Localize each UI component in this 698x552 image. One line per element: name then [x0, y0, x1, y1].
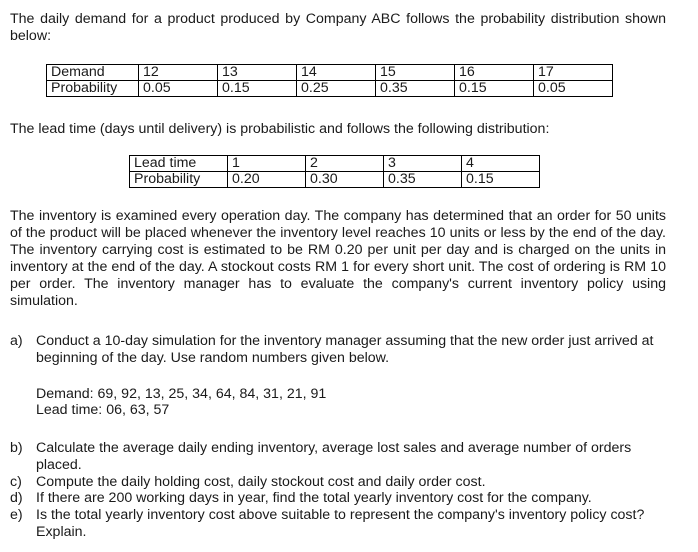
question-label: d): [10, 490, 23, 507]
question-list: [10, 333, 666, 367]
table-cell: 0.15: [455, 81, 534, 97]
table-cell: 16: [455, 65, 534, 81]
table-cell: 2: [306, 156, 384, 172]
question-label: a): [10, 333, 23, 349]
question-list: [10, 440, 666, 541]
question-text: Conduct a 10-day simulation for the inventory manager assuming that the new order just arrived at beginning of the day. Use random numbers given below.: [36, 333, 654, 366]
table-cell: 0.35: [384, 172, 462, 188]
question-item: [10, 490, 666, 507]
table-row: [130, 172, 540, 188]
policy-paragraph: The inventory is examined every operation day. The company has determined that an order for 50 units of the product will be placed whenever the inventory level reaches 10 units or less by the end of the day. The inventory carrying cost is estimated to be RM 0.20 per unit per day and is charged on the units in inventory at the end of the day. A stockout costs RM 1 for every short unit. The cost of ordering is RM 10 per order. The inventory manager has to evaluate the company's current inventory policy using simulation.: [10, 208, 666, 309]
table-cell: 0.05: [534, 81, 613, 97]
question-text: Calculate the average daily ending inventory, average lost sales and average number of orders placed.: [36, 440, 632, 473]
question-text: If there are 200 working days in year, find the total yearly inventory cost for the company.: [36, 490, 592, 507]
table-cell: 15: [376, 65, 455, 81]
question-item: [10, 507, 666, 541]
question-label: e): [10, 507, 23, 524]
question-item: [10, 440, 666, 474]
lead-time-distribution-table: [129, 155, 540, 188]
table-cell: 12: [139, 65, 218, 81]
table-cell: 1: [228, 156, 306, 172]
lead-time-random-numbers: Lead time: 06, 63, 57: [36, 402, 170, 418]
table-cell: 0.35: [376, 81, 455, 97]
row-header: Probability: [130, 172, 228, 188]
table-cell: 14: [297, 65, 376, 81]
question-item: [10, 333, 666, 367]
table-cell: 3: [384, 156, 462, 172]
table-cell: 4: [462, 156, 540, 172]
table-row: [47, 65, 613, 81]
row-header: Demand: [47, 65, 139, 81]
question-text: Compute the daily holding cost, daily stockout cost and daily order cost.: [36, 473, 486, 490]
row-header: Probability: [47, 81, 139, 97]
demand-random-numbers: Demand: 69, 92, 13, 25, 34, 64, 84, 31, 21, 91: [36, 386, 327, 402]
table-cell: 0.25: [297, 81, 376, 97]
question-label: c): [10, 473, 22, 490]
table-row: [130, 156, 540, 172]
intro-text: The daily demand for a product produced by Company ABC follows the probability distribution shown below:: [10, 11, 666, 44]
table-cell: 0.20: [228, 172, 306, 188]
question-text: Is the total yearly inventory cost above suitable to represent the company's inventory policy cost? Explain.: [36, 507, 645, 540]
table-row: [47, 81, 613, 97]
question-label: b): [10, 440, 23, 456]
table-cell: 17: [534, 65, 613, 81]
table-cell: 0.15: [218, 81, 297, 97]
demand-distribution-table: [46, 64, 613, 97]
question-item: [10, 474, 666, 491]
table-cell: 0.30: [306, 172, 384, 188]
lead-time-intro: The lead time (days until delivery) is probabilistic and follows the following distribution:: [10, 121, 550, 137]
table-cell: 0.05: [139, 81, 218, 97]
table-cell: 0.15: [462, 172, 540, 188]
random-numbers-block: [36, 386, 326, 418]
row-header: Lead time: [130, 156, 228, 172]
table-cell: 13: [218, 65, 297, 81]
